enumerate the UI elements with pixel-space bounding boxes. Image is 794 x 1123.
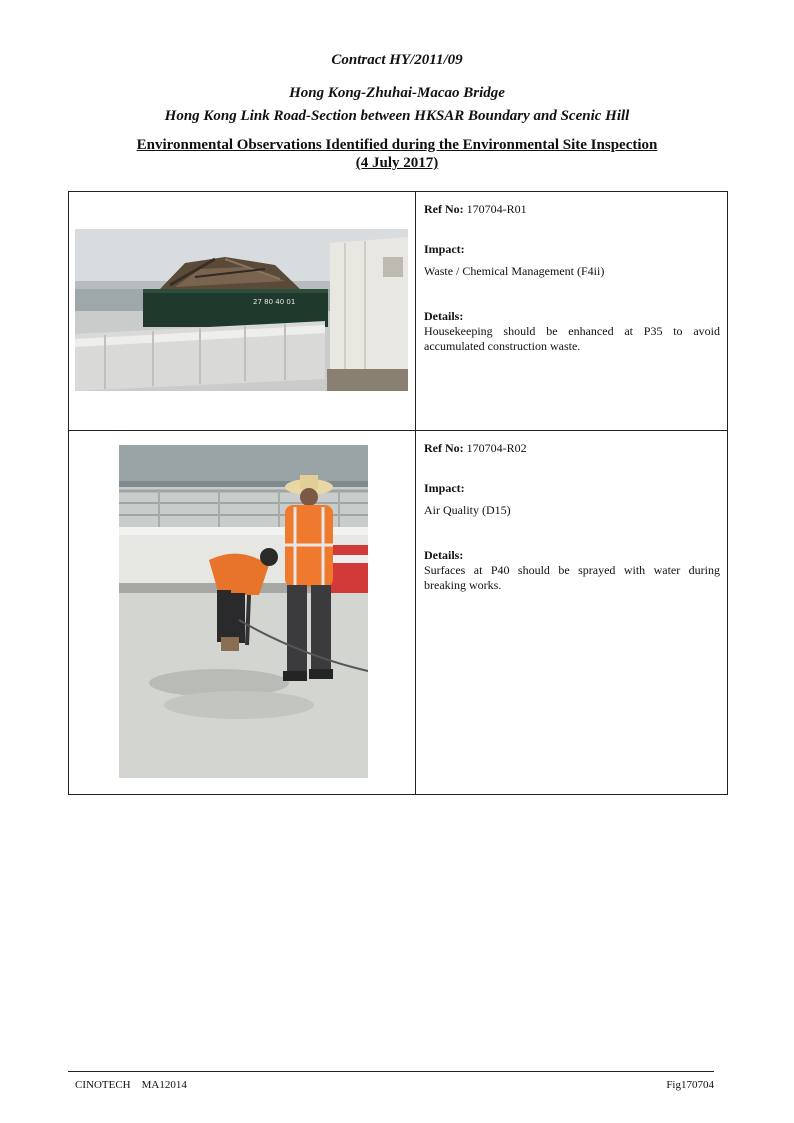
ref-number bbox=[424, 202, 720, 217]
ref-label: Ref No: bbox=[424, 441, 464, 455]
dumpster-number: 27 80 40 01 bbox=[253, 298, 296, 306]
details-value: Surfaces at P40 should be sprayed with water during breaking works. bbox=[424, 563, 720, 592]
ref-value: 170704-R02 bbox=[466, 441, 527, 455]
observation-row bbox=[69, 192, 728, 431]
footer-divider bbox=[68, 1071, 714, 1072]
impact-label: Impact: bbox=[424, 481, 465, 495]
ref-label: Ref No: bbox=[424, 202, 464, 216]
observation-details-cell bbox=[416, 431, 728, 795]
impact-value: Air Quality (D15) bbox=[424, 503, 511, 517]
details-label: Details: bbox=[424, 309, 464, 323]
construction-waste-photo bbox=[75, 229, 408, 391]
footer-company: CINOTECH MA12014 bbox=[75, 1079, 187, 1091]
footer-figure-number: Fig170704 bbox=[666, 1079, 714, 1091]
ref-value: 170704-R01 bbox=[466, 202, 527, 216]
details-label: Details: bbox=[424, 548, 464, 562]
project-name-line1: Hong Kong-Zhuhai-Macao Bridge bbox=[289, 85, 505, 101]
project-name-line2: Hong Kong Link Road-Section between HKSAR Boundary and Scenic Hill bbox=[164, 108, 630, 124]
observation-details-cell bbox=[416, 192, 728, 431]
observation-row bbox=[69, 431, 728, 795]
ref-number bbox=[424, 441, 720, 456]
report-title: Environmental Observations Identified during the Environmental Site Inspection bbox=[136, 137, 658, 153]
contract-number: Contract HY/2011/09 bbox=[331, 52, 463, 68]
report-date: (4 July 2017) bbox=[355, 155, 439, 171]
observations-table bbox=[68, 191, 728, 795]
photo-cell bbox=[69, 431, 416, 795]
workers-breaking-concrete-photo bbox=[119, 445, 368, 778]
photo-cell bbox=[69, 192, 416, 431]
details-value: Housekeeping should be enhanced at P35 to avoid accumulated construction waste. bbox=[424, 324, 720, 353]
impact-label: Impact: bbox=[424, 242, 465, 256]
impact-value: Waste / Chemical Management (F4ii) bbox=[424, 264, 605, 278]
